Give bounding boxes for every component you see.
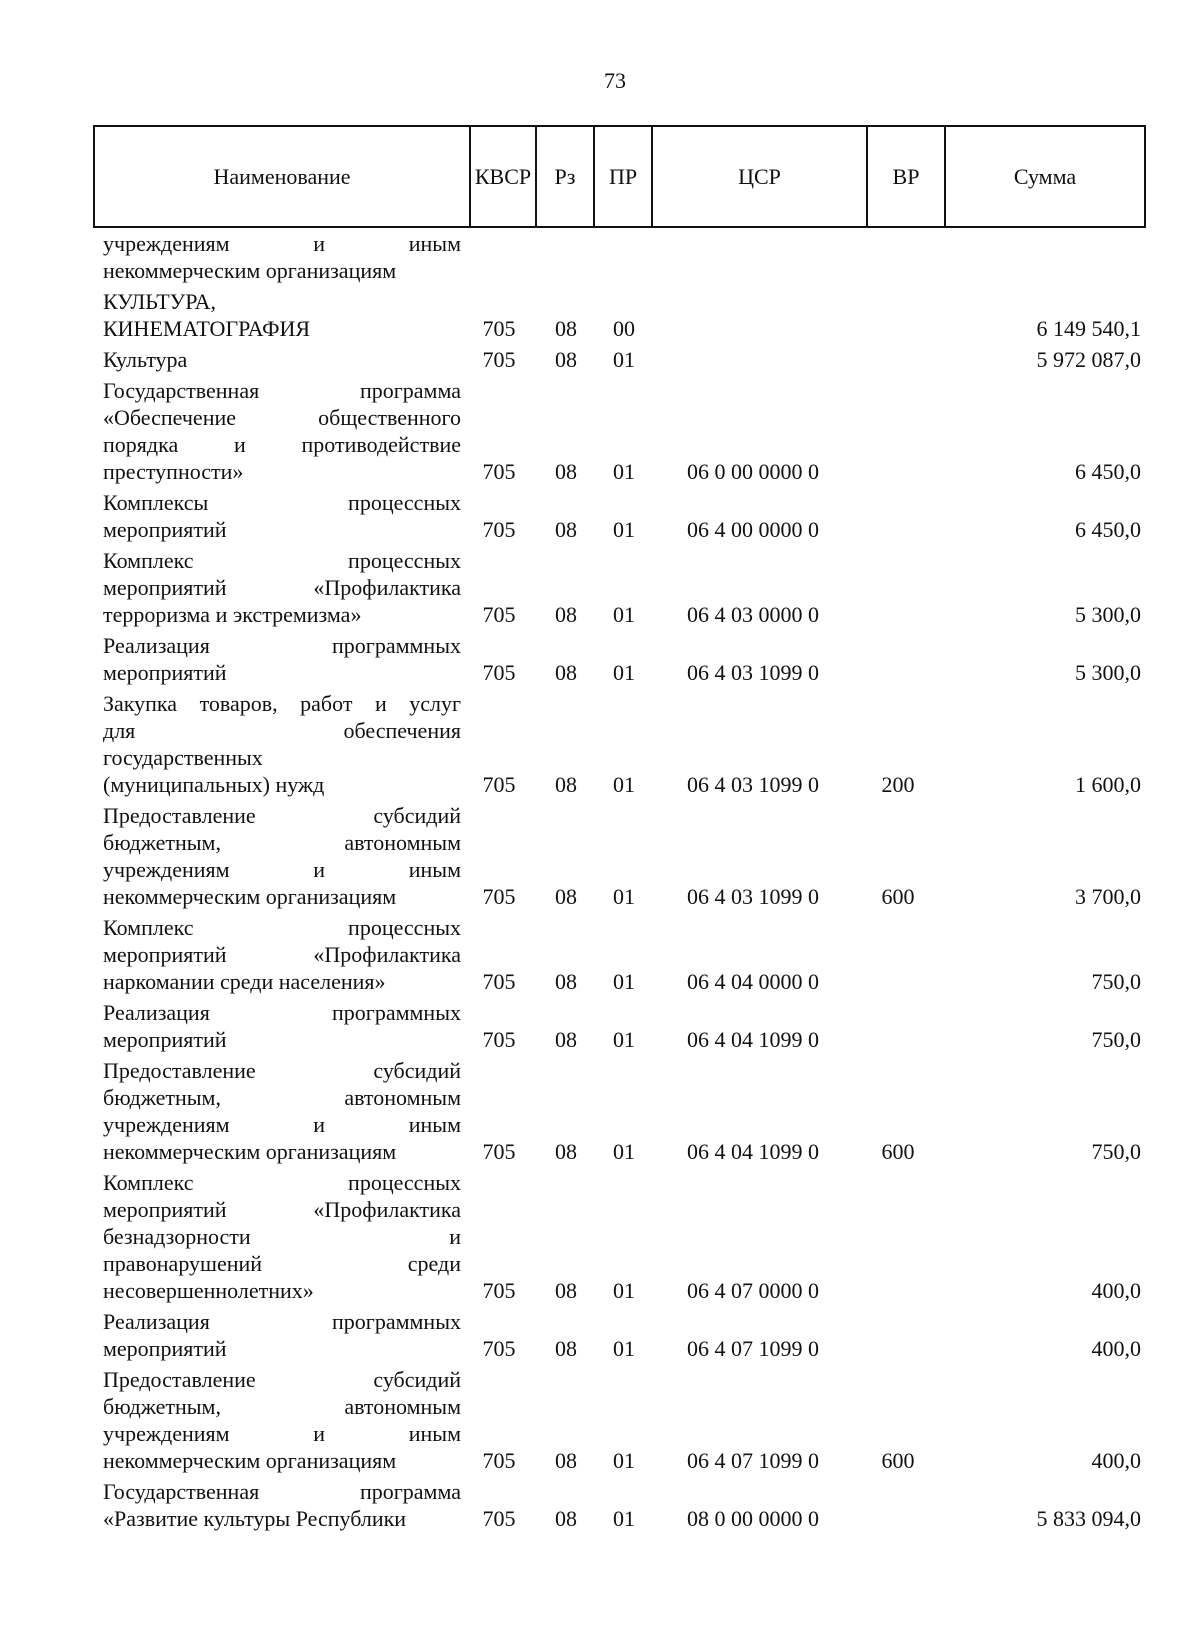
row-name: Комплекс процессных мероприятий «Профилактика терроризма и экстремизма» [103, 548, 461, 627]
table-row [103, 489, 1143, 543]
row-vr: 200 [881, 772, 915, 797]
row-kvsr: 705 [482, 347, 516, 372]
row-rz: 08 [555, 1027, 577, 1052]
row-pr: 01 [613, 1027, 635, 1052]
header-kvsr: КВСР [471, 127, 537, 226]
row-kvsr: 705 [482, 602, 516, 627]
row-csr: 06 4 04 1099 0 [687, 1027, 819, 1052]
row-name: Реализация программных мероприятий [103, 1309, 461, 1361]
row-pr: 01 [613, 969, 635, 994]
row-sum: 5 833 094,0 [1036, 1506, 1141, 1531]
row-kvsr: 705 [482, 1448, 516, 1473]
row-pr: 01 [613, 602, 635, 627]
row-name: Предоставление субсидий бюджетным, автономным учреждениям и иным некоммерческим организациям [103, 1058, 461, 1164]
row-sum: 400,0 [1091, 1336, 1141, 1361]
row-sum: 750,0 [1091, 1139, 1141, 1164]
row-sum: 6 450,0 [1075, 517, 1141, 542]
row-pr: 01 [613, 1336, 635, 1361]
table-row [103, 377, 1143, 485]
row-sum: 750,0 [1091, 1027, 1141, 1052]
row-vr: 600 [881, 1139, 915, 1164]
row-csr: 06 4 07 1099 0 [687, 1448, 819, 1473]
row-rz: 08 [555, 772, 577, 797]
row-rz: 08 [555, 969, 577, 994]
row-name: Предоставление субсидий бюджетным, автономным учреждениям и иным некоммерческим организациям [103, 1367, 461, 1473]
header-name: Наименование [95, 127, 471, 226]
row-sum: 6 149 540,1 [1036, 316, 1141, 341]
row-vr: 600 [881, 1448, 915, 1473]
row-kvsr: 705 [482, 1027, 516, 1052]
header-pr: ПР [595, 127, 653, 226]
row-pr: 01 [613, 1506, 635, 1531]
row-csr: 06 4 03 1099 0 [687, 772, 819, 797]
row-name: Культура [103, 347, 188, 372]
row-kvsr: 705 [482, 1139, 516, 1164]
row-kvsr: 705 [482, 1278, 516, 1303]
row-kvsr: 705 [482, 969, 516, 994]
table-row [103, 1308, 1143, 1362]
row-csr: 06 4 03 1099 0 [687, 884, 819, 909]
row-pr: 01 [613, 459, 635, 484]
row-kvsr: 705 [482, 660, 516, 685]
row-csr: 06 4 04 1099 0 [687, 1139, 819, 1164]
row-name: Закупка товаров, работ и услуг для обеспечения государственных (муниципальных) нужд [103, 691, 461, 797]
row-rz: 08 [555, 1336, 577, 1361]
row-pr: 01 [613, 517, 635, 542]
row-rz: 08 [555, 1506, 577, 1531]
table-row [103, 632, 1143, 686]
row-pr: 01 [613, 884, 635, 909]
row-pr: 01 [613, 1448, 635, 1473]
table-row [103, 1169, 1143, 1304]
row-spacer [103, 1532, 1143, 1536]
table-row [103, 230, 1143, 284]
table-row [103, 288, 1143, 342]
row-kvsr: 705 [482, 459, 516, 484]
row-rz: 08 [555, 602, 577, 627]
row-sum: 5 300,0 [1075, 660, 1141, 685]
row-csr: 06 4 00 0000 0 [687, 517, 819, 542]
row-sum: 5 972 087,0 [1036, 347, 1141, 372]
row-sum: 750,0 [1091, 969, 1141, 994]
row-vr: 600 [881, 884, 915, 909]
table-row [103, 1366, 1143, 1474]
table-row [103, 1057, 1143, 1165]
row-kvsr: 705 [482, 1336, 516, 1361]
row-name: Предоставление субсидий бюджетным, автономным учреждениям и иным некоммерческим организациям [103, 803, 461, 909]
row-sum: 6 450,0 [1075, 459, 1141, 484]
row-pr: 01 [613, 772, 635, 797]
row-csr: 06 4 03 0000 0 [687, 602, 819, 627]
row-kvsr: 705 [482, 316, 516, 341]
row-kvsr: 705 [482, 517, 516, 542]
row-pr: 01 [613, 660, 635, 685]
header-vr: ВР [868, 127, 946, 226]
table-row [103, 999, 1143, 1053]
row-kvsr: 705 [482, 884, 516, 909]
row-pr: 01 [613, 1278, 635, 1303]
row-sum: 1 600,0 [1075, 772, 1141, 797]
row-csr: 06 4 07 1099 0 [687, 1336, 819, 1361]
row-csr: 06 4 07 0000 0 [687, 1278, 819, 1303]
header-sum: Сумма [1013, 163, 1077, 189]
row-rz: 08 [555, 459, 577, 484]
row-rz: 08 [555, 517, 577, 542]
row-kvsr: 705 [482, 772, 516, 797]
row-pr: 01 [613, 347, 635, 372]
row-name: Комплексы процессных мероприятий [103, 490, 461, 542]
row-sum: 400,0 [1091, 1278, 1141, 1303]
row-name: Комплекс процессных мероприятий «Профилактика наркомании среди населения» [103, 915, 461, 994]
table-row [103, 1478, 1143, 1532]
row-rz: 08 [555, 884, 577, 909]
row-sum: 3 700,0 [1075, 884, 1141, 909]
row-sum: 400,0 [1091, 1448, 1141, 1473]
row-rz: 08 [555, 1278, 577, 1303]
row-csr: 06 4 03 1099 0 [687, 660, 819, 685]
row-rz: 08 [555, 347, 577, 372]
table-row [103, 690, 1143, 798]
header-csr: ЦСР [653, 127, 868, 226]
row-name: КУЛЬТУРА, КИНЕМАТОГРАФИЯ [103, 289, 311, 341]
row-kvsr: 705 [482, 1506, 516, 1531]
table-row [103, 346, 1143, 373]
row-rz: 08 [555, 1448, 577, 1473]
row-csr: 06 0 00 0000 0 [687, 459, 819, 484]
table-row [103, 547, 1143, 628]
header-rz: Рз [537, 127, 595, 226]
row-sum: 5 300,0 [1075, 602, 1141, 627]
row-csr: 06 4 04 0000 0 [687, 969, 819, 994]
row-rz: 08 [555, 660, 577, 685]
row-pr: 01 [613, 1139, 635, 1164]
row-rz: 08 [555, 1139, 577, 1164]
table-row [103, 802, 1143, 910]
row-pr: 00 [613, 316, 635, 341]
page-number: 73 [604, 68, 626, 93]
table-row [103, 914, 1143, 995]
row-name: Комплекс процессных мероприятий «Профилактика безнадзорности и правонарушений среди несовершеннолетних» [103, 1170, 461, 1303]
row-name: Реализация программных мероприятий [103, 633, 461, 685]
row-name: Государственная программа «Развитие культуры Республики [103, 1479, 461, 1531]
table-header [93, 125, 1146, 228]
row-name: Государственная программа «Обеспечение общественного порядка и противодействие преступности» [103, 378, 461, 484]
row-rz: 08 [555, 316, 577, 341]
row-csr: 08 0 00 0000 0 [687, 1506, 819, 1531]
row-name: Реализация программных мероприятий [103, 1000, 461, 1052]
row-name: учреждениям и иным некоммерческим организациям [103, 231, 461, 283]
table-body [103, 230, 1143, 1536]
